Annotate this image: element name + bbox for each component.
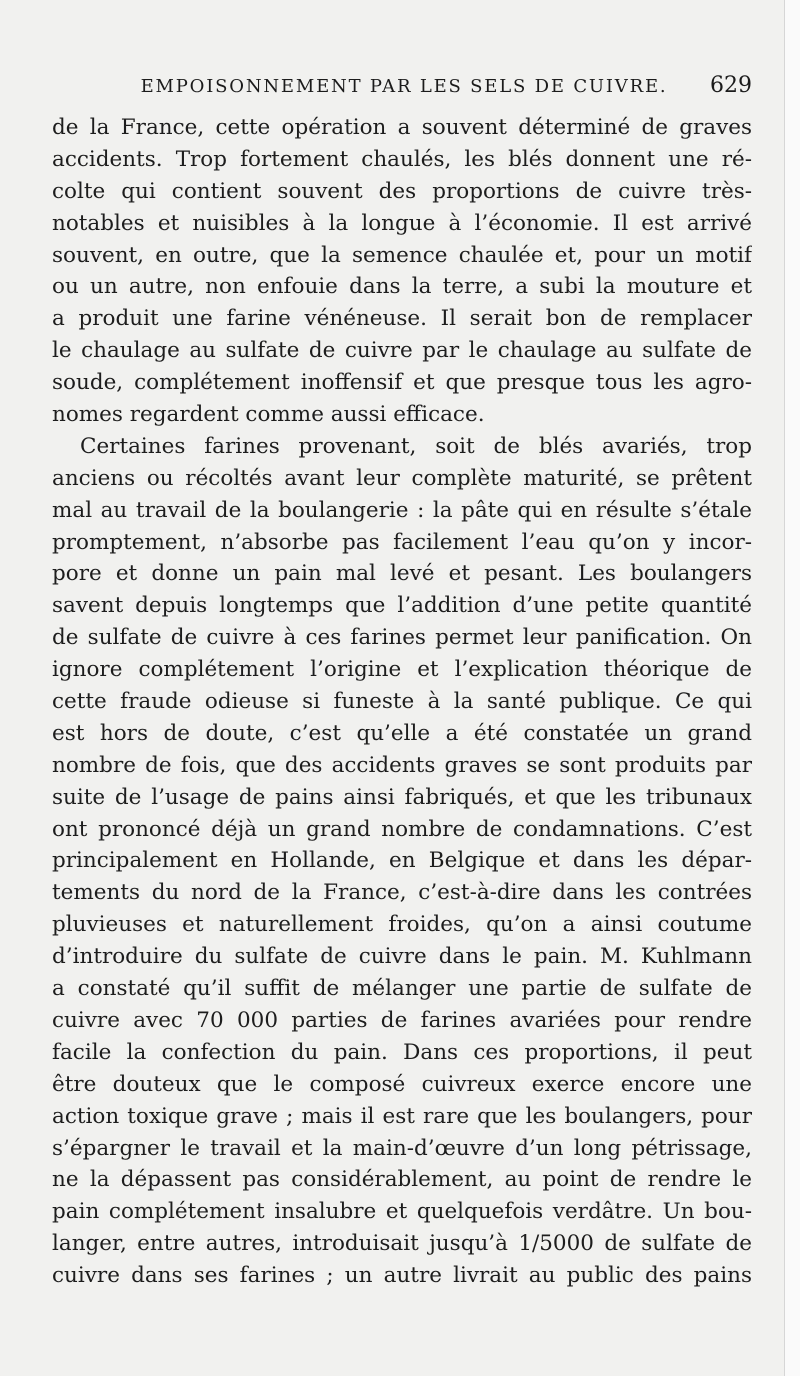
text-line: de sulfate de cuivre à ces farines permet leur panification. On [52, 625, 752, 651]
text-line: nomes regardent comme aussi efficace. [52, 402, 485, 428]
text-line: promptement, n’absorbe pas facilement l’eau qu’on y incor- [52, 529, 752, 555]
text-line: accidents. Trop fortement chaulés, les blés donnent une ré- [52, 146, 752, 172]
text-line: s’épargner le travail et la main-d’œuvre d’un long pétrissage, [52, 1135, 752, 1161]
text-line: cuivre dans ses farines ; un autre livrait au public des pains [52, 1263, 752, 1289]
body-text [52, 112, 752, 1292]
text-line: a constaté qu’il suffit de mélanger une partie de sulfate de [52, 976, 752, 1002]
text-line: notables et nuisibles à la longue à l’économie. Il est arrivé [52, 210, 752, 236]
page-header [52, 72, 752, 106]
text-line: suite de l’usage de pains ainsi fabriqués, et que les tribunaux [52, 784, 752, 810]
text-line: souvent, en outre, que la semence chaulée et, pour un motif [52, 242, 752, 268]
text-line: anciens ou récoltés avant leur complète maturité, se prêtent [52, 465, 752, 491]
text-line: facile la confection du pain. Dans ces proportions, il peut [52, 1039, 752, 1065]
text-line: a produit une farine vénéneuse. Il serait bon de remplacer [52, 306, 752, 332]
text-line: pain complétement insalubre et quelquefois verdâtre. Un bou- [52, 1199, 752, 1225]
text-line: être douteux que le composé cuivreux exerce encore une [52, 1071, 752, 1097]
text-line: ont prononcé déjà un grand nombre de condamnations. C’est [52, 816, 752, 842]
text-line: d’introduire du sulfate de cuivre dans le pain. M. Kuhlmann [52, 944, 752, 970]
text-line: pluvieuses et naturellement froides, qu’on a ainsi coutume [52, 912, 752, 938]
text-line: nombre de fois, que des accidents graves se sont produits par [52, 752, 752, 778]
text-line: est hors de doute, c’est qu’elle a été constatée un grand [52, 720, 752, 746]
text-line: ou un autre, non enfouie dans la terre, a subi la mouture et [52, 274, 752, 300]
text-line: tements du nord de la France, c’est-à-dire dans les contrées [52, 880, 752, 906]
text-line: Certaines farines provenant, soit de blés avariés, trop [80, 433, 752, 459]
text-line: de la France, cette opération a souvent déterminé de graves [52, 115, 752, 140]
text-line: le chaulage au sulfate de cuivre par le chaulage au sulfate de [52, 338, 752, 364]
text-line: savent depuis longtemps que l’addition d’une petite quantité [52, 593, 752, 619]
text-line: soude, complétement inoffensif et que presque tous les agro- [52, 370, 752, 396]
page-number: 629 [710, 73, 752, 98]
text-line: action toxique grave ; mais il est rare que les boulangers, pour [52, 1103, 752, 1129]
text-line: mal au travail de la boulangerie : la pâte qui en résulte s’étale [52, 497, 752, 523]
text-line: cette fraude odieuse si funeste à la santé publique. Ce qui [52, 689, 752, 715]
text-line: colte qui contient souvent des proportions de cuivre très- [52, 178, 752, 204]
text-line: cuivre avec 70 000 parties de farines avariées pour rendre [52, 1007, 752, 1033]
page-edge [784, 0, 800, 1376]
text-line: ignore complétement l’origine et l’explication théorique de [52, 657, 752, 683]
text-line: pore et donne un pain mal levé et pesant. Les boulangers [52, 561, 752, 587]
text-line: ne la dépassent pas considérablement, au point de rendre le [52, 1167, 752, 1193]
text-line: langer, entre autres, introduisait jusqu’à 1/5000 de sulfate de [52, 1231, 752, 1257]
text-line: principalement en Hollande, en Belgique et dans les dépar- [52, 848, 752, 874]
running-head: EMPOISONNEMENT PAR LES SELS DE CUIVRE. [140, 76, 668, 97]
